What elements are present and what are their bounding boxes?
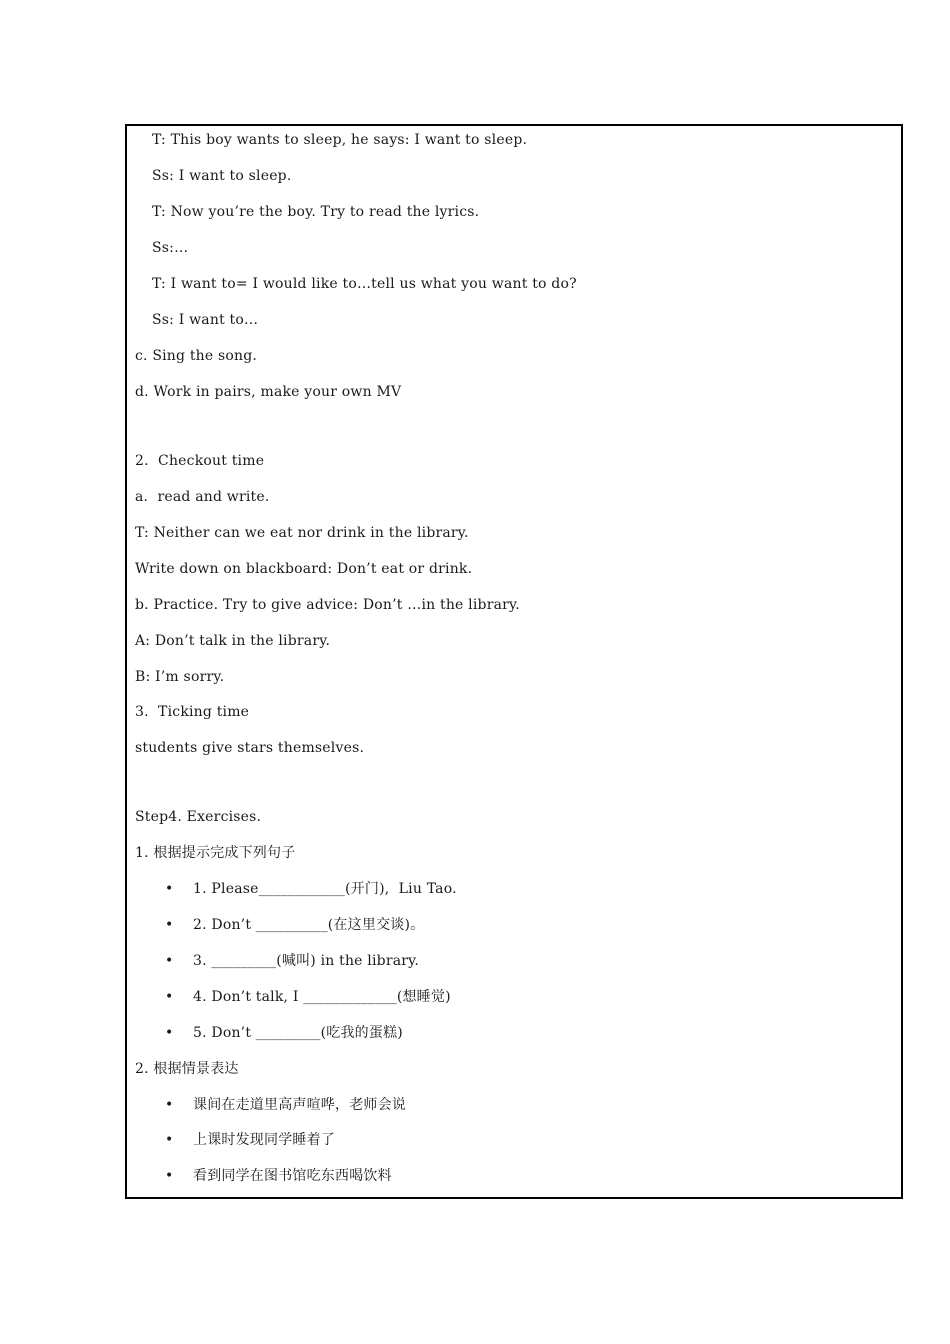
bullet-icon: • xyxy=(165,1097,174,1113)
text-line: c. Sing the song. xyxy=(135,348,258,364)
text-line: b. Practice. Try to give advice: Don’t …in the library. xyxy=(135,597,520,613)
text-line: Write down on blackboard: Don’t eat or drink. xyxy=(135,561,473,577)
text-line: T: This boy wants to sleep, he says: I want to sleep. xyxy=(152,132,528,148)
text-line: T: I want to= I would like to…tell us what you want to do? xyxy=(152,276,577,292)
bullet-icon: • xyxy=(165,1132,174,1148)
text-line: T: Now you’re the boy. Try to read the lyrics. xyxy=(152,204,480,220)
list-item: 2. Don’t __________(在这里交谈)。 xyxy=(193,917,425,933)
bullet-icon: • xyxy=(165,1025,174,1041)
text-line: d. Work in pairs, make your own MV xyxy=(135,384,402,400)
section-heading: Step4. Exercises. xyxy=(135,809,262,825)
list-item: 5. Don’t _________(吃我的蛋糕) xyxy=(193,1025,403,1041)
text-line: Ss:… xyxy=(152,240,189,256)
exercise-heading: 2. 根据情景表达 xyxy=(135,1061,239,1077)
text-line: T: Neither can we eat nor drink in the library. xyxy=(135,525,469,541)
list-item: 3. _________(喊叫) in the library. xyxy=(193,953,420,969)
section-heading: 2. Checkout time xyxy=(135,453,265,469)
bullet-icon: • xyxy=(165,989,174,1005)
bullet-icon: • xyxy=(165,1168,174,1184)
bullet-icon: • xyxy=(165,953,174,969)
text-line: B: I’m sorry. xyxy=(135,669,225,685)
bullet-icon: • xyxy=(165,917,174,933)
list-item: 课间在走道里高声喧哗，老师会说 xyxy=(193,1097,406,1113)
list-item: 1. Please____________(开门), Liu Tao. xyxy=(193,881,457,897)
text-line: A: Don’t talk in the library. xyxy=(135,633,331,649)
section-heading: 3. Ticking time xyxy=(135,704,250,720)
list-item: 4. Don’t talk, I _____________(想睡觉) xyxy=(193,989,451,1005)
text-line: a. read and write. xyxy=(135,489,270,505)
list-item: 看到同学在图书馆吃东西喝饮料 xyxy=(193,1168,392,1184)
text-line: students give stars themselves. xyxy=(135,740,365,756)
list-item: 上课时发现同学睡着了 xyxy=(193,1132,335,1148)
text-line: Ss: I want to… xyxy=(152,312,259,328)
bullet-icon: • xyxy=(165,881,174,897)
exercise-heading: 1. 根据提示完成下列句子 xyxy=(135,845,296,861)
text-line: Ss: I want to sleep. xyxy=(152,168,292,184)
